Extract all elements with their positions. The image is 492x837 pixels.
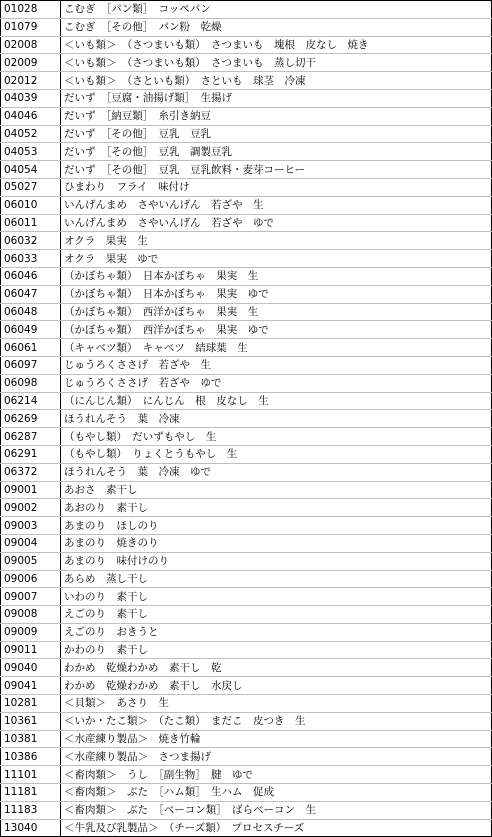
food-name-cell: かわのり 素干し <box>61 641 492 659</box>
table-row <box>1 481 492 499</box>
food-code-cell: 09008 <box>1 606 61 624</box>
food-code-cell: 02008 <box>1 36 61 54</box>
table-row <box>1 766 492 784</box>
food-name-cell: （かぼちゃ類） 西洋かぼちゃ 果実 ゆで <box>61 321 492 339</box>
food-name-cell: えごのり おきうと <box>61 623 492 641</box>
table-row <box>1 250 492 268</box>
food-name-cell: ＜畜肉類＞ ぶた ［ハム類］ 生ハム 促成 <box>61 784 492 802</box>
table-row <box>1 730 492 748</box>
food-name-cell: だいず ［その他］ 豆乳 豆乳 <box>61 125 492 143</box>
food-code-cell: 06214 <box>1 392 61 410</box>
food-name-cell: ＜畜肉類＞ うし ［副生物］ 腱 ゆで <box>61 766 492 784</box>
food-code-cell: 09011 <box>1 641 61 659</box>
table-row <box>1 784 492 802</box>
food-code-cell: 06046 <box>1 267 61 285</box>
table-row <box>1 623 492 641</box>
food-name-cell: あらめ 蒸し干し <box>61 570 492 588</box>
table-body <box>1 1 492 837</box>
table-row <box>1 321 492 339</box>
food-name-cell: いんげんまめ さやいんげん 若ざや 生 <box>61 196 492 214</box>
food-code-cell: 10281 <box>1 695 61 713</box>
food-code-cell: 10386 <box>1 748 61 766</box>
food-code-cell: 04046 <box>1 107 61 125</box>
table-row <box>1 801 492 819</box>
food-code-cell: 09007 <box>1 588 61 606</box>
table-row <box>1 552 492 570</box>
table-row <box>1 588 492 606</box>
food-code-cell: 09009 <box>1 623 61 641</box>
food-name-cell: わかめ 乾燥わかめ 素干し 乾 <box>61 659 492 677</box>
food-code-cell: 06048 <box>1 303 61 321</box>
food-name-cell: ＜いも類＞ （さといも類） さといも 球茎 冷凍 <box>61 72 492 90</box>
food-name-cell: （キャベツ類） キャベツ 結球葉 生 <box>61 339 492 357</box>
table-row <box>1 606 492 624</box>
food-name-cell: こむぎ ［その他］ パン粉 乾燥 <box>61 18 492 36</box>
food-code-cell: 06061 <box>1 339 61 357</box>
food-name-cell: だいず ［豆腐・油揚げ類］ 生揚げ <box>61 89 492 107</box>
food-code-cell: 06033 <box>1 250 61 268</box>
food-code-cell: 06372 <box>1 463 61 481</box>
food-code-cell: 09001 <box>1 481 61 499</box>
food-name-cell: あまのり 味付けのり <box>61 552 492 570</box>
food-name-cell: だいず ［納豆類］ 糸引き納豆 <box>61 107 492 125</box>
food-code-cell: 13040 <box>1 819 61 837</box>
food-code-cell: 06097 <box>1 356 61 374</box>
food-name-cell: いんげんまめ さやいんげん 若ざや ゆで <box>61 214 492 232</box>
food-name-cell: ＜畜肉類＞ ぶた ［ベーコン類］ ばらベーコン 生 <box>61 801 492 819</box>
table-row <box>1 499 492 517</box>
table-row <box>1 748 492 766</box>
food-code-cell: 11181 <box>1 784 61 802</box>
table-row <box>1 374 492 392</box>
food-name-cell: あまのり ほしのり <box>61 517 492 535</box>
food-name-cell: （かぼちゃ類） 日本かぼちゃ 果実 ゆで <box>61 285 492 303</box>
table-row <box>1 36 492 54</box>
food-code-cell: 09040 <box>1 659 61 677</box>
food-name-cell: あおさ 素干し <box>61 481 492 499</box>
table-row <box>1 196 492 214</box>
table-row <box>1 570 492 588</box>
food-name-cell: だいず ［その他］ 豆乳 調製豆乳 <box>61 143 492 161</box>
food-code-cell: 06269 <box>1 410 61 428</box>
table-row <box>1 267 492 285</box>
food-code-cell: 02012 <box>1 72 61 90</box>
table-row <box>1 178 492 196</box>
table-row <box>1 445 492 463</box>
table-row <box>1 232 492 250</box>
food-name-cell: ひまわり フライ 味付け <box>61 178 492 196</box>
food-name-cell: えごのり 素干し <box>61 606 492 624</box>
food-code-cell: 06047 <box>1 285 61 303</box>
table-row <box>1 54 492 72</box>
food-name-cell: （もやし類） だいずもやし 生 <box>61 428 492 446</box>
food-name-cell: （にんじん類） にんじん 根 皮なし 生 <box>61 392 492 410</box>
food-name-cell: （もやし類） りょくとうもやし 生 <box>61 445 492 463</box>
table-row <box>1 125 492 143</box>
food-name-cell: ＜牛乳及び乳製品＞ （チーズ類） プロセスチーズ <box>61 819 492 837</box>
food-name-cell: あまのり 焼きのり <box>61 534 492 552</box>
food-code-cell: 06291 <box>1 445 61 463</box>
food-name-cell: （かぼちゃ類） 西洋かぼちゃ 果実 生 <box>61 303 492 321</box>
table-row <box>1 641 492 659</box>
food-code-cell: 04052 <box>1 125 61 143</box>
food-code-cell: 06287 <box>1 428 61 446</box>
food-name-cell: ＜いも類＞ （さつまいも類） さつまいも 蒸し切干 <box>61 54 492 72</box>
food-code-cell: 06098 <box>1 374 61 392</box>
food-code-cell: 09041 <box>1 677 61 695</box>
food-name-cell: ＜水産練り製品＞ 焼き竹輪 <box>61 730 492 748</box>
food-name-cell: ほうれんそう 葉 冷凍 <box>61 410 492 428</box>
table-row <box>1 161 492 179</box>
table-row <box>1 89 492 107</box>
food-name-cell: オクラ 果実 ゆで <box>61 250 492 268</box>
food-name-cell: ＜いか・たこ類＞ （たこ類） まだこ 皮つき 生 <box>61 712 492 730</box>
food-name-cell: （かぼちゃ類） 日本かぼちゃ 果実 生 <box>61 267 492 285</box>
table-row <box>1 107 492 125</box>
food-name-cell: だいず ［その他］ 豆乳 豆乳飲料・麦芽コーヒー <box>61 161 492 179</box>
table-row <box>1 214 492 232</box>
table-row <box>1 339 492 357</box>
table-row <box>1 72 492 90</box>
table-row <box>1 428 492 446</box>
table-row <box>1 695 492 713</box>
food-name-cell: ＜いも類＞ （さつまいも類） さつまいも 塊根 皮なし 焼き <box>61 36 492 54</box>
table-row <box>1 356 492 374</box>
food-code-cell: 06049 <box>1 321 61 339</box>
table-row <box>1 303 492 321</box>
food-code-cell: 04053 <box>1 143 61 161</box>
food-name-cell: ＜貝類＞ あさり 生 <box>61 695 492 713</box>
table-row <box>1 410 492 428</box>
food-code-cell: 01079 <box>1 18 61 36</box>
food-code-cell: 10361 <box>1 712 61 730</box>
food-code-cell: 05027 <box>1 178 61 196</box>
food-name-cell: じゅうろくささげ 若ざや 生 <box>61 356 492 374</box>
table-row <box>1 463 492 481</box>
food-name-cell: ほうれんそう 葉 冷凍 ゆで <box>61 463 492 481</box>
table-row <box>1 534 492 552</box>
food-code-cell: 06011 <box>1 214 61 232</box>
table-row <box>1 143 492 161</box>
table-row <box>1 517 492 535</box>
food-name-cell: オクラ 果実 生 <box>61 232 492 250</box>
table-row <box>1 18 492 36</box>
food-code-cell: 06032 <box>1 232 61 250</box>
food-code-cell: 09005 <box>1 552 61 570</box>
table-row <box>1 712 492 730</box>
food-code-cell: 11183 <box>1 801 61 819</box>
food-name-cell: ＜水産練り製品＞ さつま揚げ <box>61 748 492 766</box>
table-row <box>1 819 492 837</box>
food-code-cell: 09004 <box>1 534 61 552</box>
table-row <box>1 659 492 677</box>
food-name-cell: あおのり 素干し <box>61 499 492 517</box>
table-row <box>1 677 492 695</box>
food-code-cell: 04039 <box>1 89 61 107</box>
table-row <box>1 392 492 410</box>
food-code-cell: 11101 <box>1 766 61 784</box>
food-name-cell: わかめ 乾燥わかめ 素干し 水戻し <box>61 677 492 695</box>
food-name-cell: いわのり 素干し <box>61 588 492 606</box>
food-code-cell: 04054 <box>1 161 61 179</box>
food-code-cell: 01028 <box>1 1 61 19</box>
food-code-cell: 09003 <box>1 517 61 535</box>
food-code-cell: 02009 <box>1 54 61 72</box>
table-row <box>1 285 492 303</box>
food-code-cell: 09006 <box>1 570 61 588</box>
food-code-cell: 10381 <box>1 730 61 748</box>
food-name-cell: じゅうろくささげ 若ざや ゆで <box>61 374 492 392</box>
food-code-cell: 06010 <box>1 196 61 214</box>
food-code-cell: 09002 <box>1 499 61 517</box>
table-row <box>1 1 492 19</box>
food-name-cell: こむぎ ［パン類］ コッペパン <box>61 1 492 19</box>
